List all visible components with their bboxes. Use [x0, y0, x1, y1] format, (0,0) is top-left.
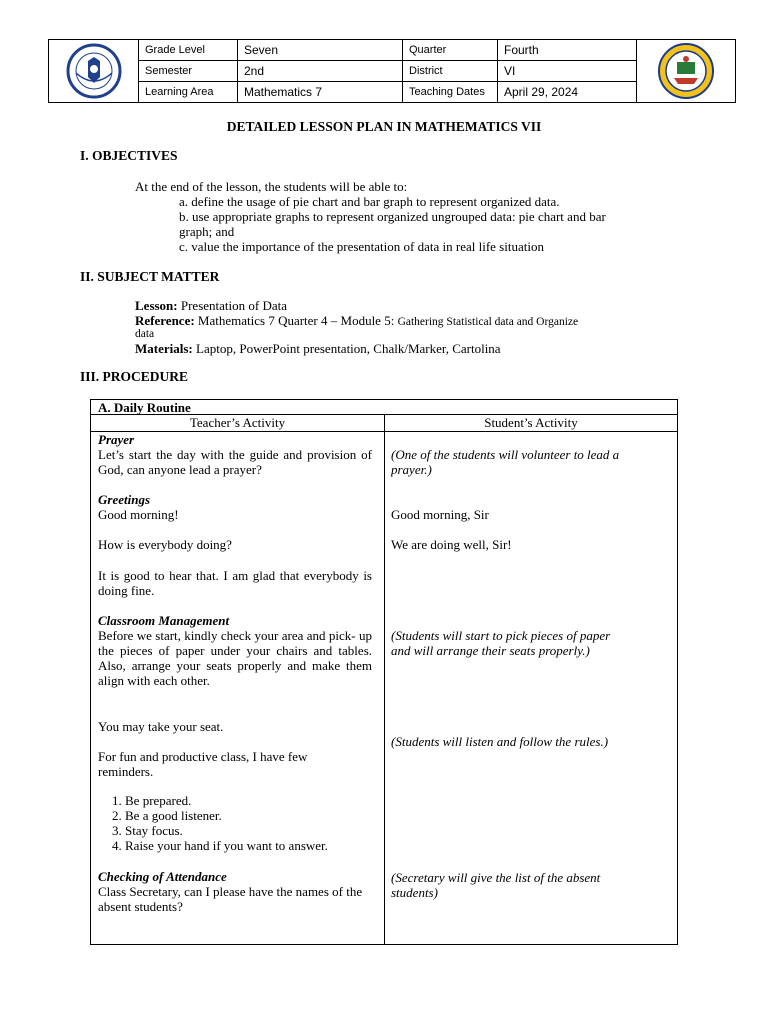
doing-student-response: We are doing well, Sir!	[391, 537, 512, 552]
header-row	[139, 61, 636, 82]
quarter-value: Fourth	[498, 40, 637, 61]
teaching-dates-value: April 29, 2024	[498, 82, 637, 103]
objective-item: c. value the importance of the presentation of data in real life situation	[179, 239, 544, 254]
classroom-management-text: Before we start, kindly check your area and pick- up the pieces of paper under your chairs and tables. Also, arrange your seats properly and make them align with each other.	[98, 628, 372, 688]
lesson-value: Presentation of Data	[180, 298, 288, 313]
objective-item: graph; and	[179, 224, 235, 239]
header-row	[139, 40, 636, 61]
reminder-item: 1. Be prepared.	[125, 793, 328, 808]
greeting-text: Good morning!	[98, 507, 179, 522]
teacher-activity-header: Teacher’s Activity	[189, 415, 286, 430]
cm-student-response: (Students will start to pick pieces of paper and will arrange their seats properly.)	[391, 628, 611, 658]
reminders-list	[98, 793, 328, 853]
attendance-title: Checking of Attendance	[98, 869, 227, 884]
objective-item: b. use appropriate graphs to represent organized ungrouped data: pie chart and bar	[179, 209, 606, 224]
procedure-heading: III. PROCEDURE	[80, 369, 189, 384]
semester-value: 2nd	[238, 61, 403, 82]
header-box	[48, 39, 736, 103]
header-row	[139, 82, 636, 103]
attendance-text: Class Secretary, can I please have the names of the absent students?	[98, 884, 363, 914]
quarter-label: Quarter	[403, 40, 498, 61]
procedure-table	[90, 399, 678, 945]
materials-label: Materials:	[135, 341, 193, 356]
grade-level-label: Grade Level	[139, 40, 238, 61]
lesson-line	[135, 298, 287, 313]
reminder-item: 4. Raise your hand if you want to answer.	[125, 838, 328, 853]
header-info-table	[139, 40, 636, 102]
deped-seal-logo	[49, 40, 139, 102]
page-title: DETAILED LESSON PLAN IN MATHEMATICS VII	[226, 119, 542, 134]
reminder-item: 3. Stay focus.	[125, 823, 328, 838]
column-divider	[384, 415, 385, 944]
learning-area-value: Mathematics 7	[238, 82, 403, 103]
prayer-title: Prayer	[98, 432, 135, 447]
reference-value-rest2: data	[135, 328, 155, 340]
materials-value: Laptop, PowerPoint presentation, Chalk/Marker, Cartolina	[196, 341, 501, 356]
greetings-title: Greetings	[98, 492, 150, 507]
reminders-intro: For fun and productive class, I have few reminders.	[98, 749, 308, 779]
objective-item: a. define the usage of pie chart and bar graph to represent organized data.	[179, 194, 560, 209]
reminder-item: 2. Be a good listener.	[125, 808, 328, 823]
classroom-management-title: Classroom Management	[98, 613, 230, 628]
prayer-text: Let’s start the day with the guide and provision of God, can anyone lead a prayer?	[98, 447, 372, 477]
semester-label: Semester	[139, 61, 238, 82]
attendance-student-response: (Secretary will give the list of the absent students)	[391, 870, 601, 900]
reference-value: Mathematics 7 Quarter 4 – Module 5:	[197, 313, 395, 328]
subject-matter-heading: II. SUBJECT MATTER	[80, 269, 220, 284]
district-value: VI	[498, 61, 637, 82]
seat-text: You may take your seat.	[98, 719, 224, 734]
student-activity-header: Student’s Activity	[484, 415, 578, 430]
grade-level-value: Seven	[238, 40, 403, 61]
greeting-response: It is good to hear that. I am glad that everybody is doing fine.	[98, 568, 372, 598]
greeting-question: How is everybody doing?	[98, 537, 232, 552]
reference-value-rest: Gathering Statistical data and Organize	[397, 316, 579, 328]
learning-area-label: Learning Area	[139, 82, 238, 103]
school-seal-logo	[636, 40, 735, 102]
reference-line	[135, 313, 675, 330]
greeting-student-response: Good morning, Sir	[391, 507, 489, 522]
district-label: District	[403, 61, 498, 82]
reference-label: Reference:	[135, 313, 195, 328]
daily-routine-heading: A. Daily Routine	[91, 400, 677, 415]
materials-line	[135, 341, 501, 356]
objectives-intro: At the end of the lesson, the students will be able to:	[135, 179, 408, 194]
prayer-student-response: (One of the students will volunteer to lead a prayer.)	[391, 447, 620, 477]
teaching-dates-label: Teaching Dates	[403, 82, 498, 103]
objectives-heading: I. OBJECTIVES	[80, 148, 178, 163]
lesson-label: Lesson:	[135, 298, 178, 313]
rules-student-response: (Students will listen and follow the rules.)	[391, 734, 609, 749]
